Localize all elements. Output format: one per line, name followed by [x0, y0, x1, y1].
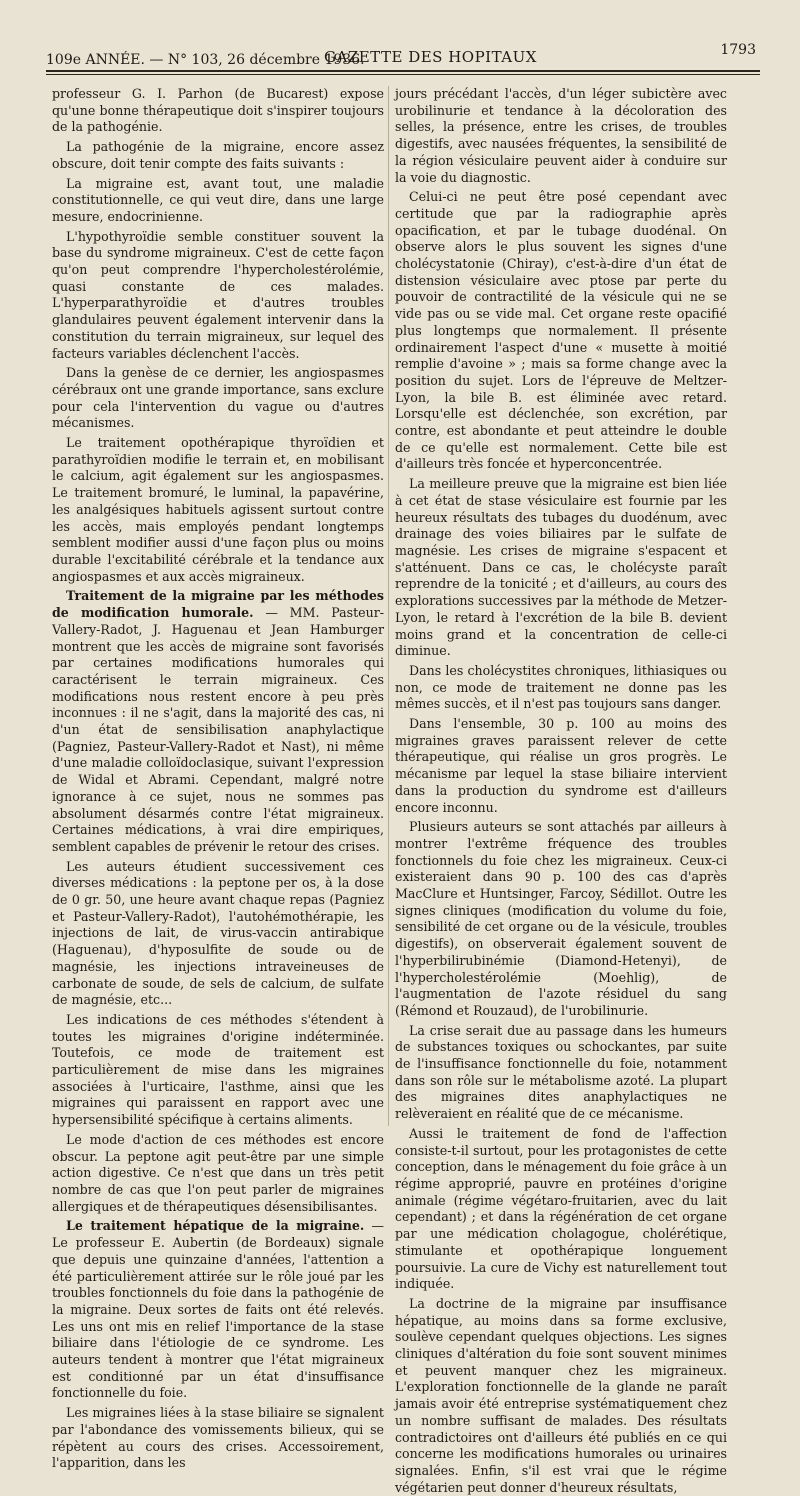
- paragraph: L'hypothyroïdie semble constituer souvent la base du syndrome migraineux. C'est de cette façon qu'on peut comprendre l'hypercholestérolémie, quasi constante de ces malades. L'hyperparathyroïdie et d'autres troubles glandulaires peuvent également intervenir dans la constitution du terrain migraineux, sur lequel des facteurs variables déclenchent l'accès.: [52, 228, 384, 361]
- paragraph: Celui-ci ne peut être posé cependant avec certitude que par la radiographie après opacification, et par le tubage duodénal. On observe alors le plus souvent les signes d'une cholécystatonie (Chiray), c'est-à-dire d'un état de distension vésiculaire avec ptose par perte du pouvoir de contractilité de la vésicule qui ne se vide pas ou se vide mal. Cet organe reste opacifié plus longtemps que normalement. Il présente ordinairement l'aspect d'une « musette à moitié remplie d'avoine » ; mais sa forme change avec la position du sujet. Lors de l'épreuve de Meltzer-Lyon, la bile B. est éliminée avec retard. Lorsqu'elle est déclenchée, son excrétion, par contre, est abondante et peut atteindre le double de ce qu'elle est normalement. Cette bile est d'ailleurs très foncée et hyperconcentrée.: [395, 189, 727, 472]
- paragraph: jours précédant l'accès, d'un léger subictère avec urobilinurie et tendance à la décoloration des selles, la présence, entre les crises, de troubles digestifs, avec nausées fréquentes, la sensibilité de la région vésiculaire peuvent aider à conduire sur la voie du diagnostic.: [395, 86, 727, 185]
- section-humoral: [52, 588, 384, 855]
- paragraph: La migraine est, avant tout, une maladie constitutionnelle, ce qui veut dire, dans une large mesure, endocrinienne.: [52, 175, 384, 224]
- paragraph: Les auteurs étudient successivement ces diverses médications : la peptone per os, à la dose de 0 gr. 50, une heure avant chaque repas (Pagniez et Pasteur-Vallery-Radot), l'autohémothérapie, les injections de lait, de virus-vaccin antirabique (Haguenau), d'hyposulfite de soude ou de magnésie, les injections intraveineuses de carbonate de soude, de sels de calcium, de sulfate de magnésie, etc...: [52, 858, 384, 1008]
- paragraph: Dans l'ensemble, 30 p. 100 au moins des migraines graves paraissent relever de cette thérapeutique, qui réalise un gros progrès. Le mécanisme par lequel la stase biliaire intervient dans la production du syndrome est d'ailleurs encore inconnu.: [395, 716, 727, 815]
- paragraph: Dans la genèse de ce dernier, les angiospasmes cérébraux ont une grande importance, sans exclure pour cela l'intervention du vague ou d'autres mécanismes.: [52, 365, 384, 431]
- left-column: [52, 86, 384, 1471]
- paragraph: Les migraines liées à la stase biliaire se signalent par l'abondance des vomissements bilieux, qui se répètent au cours des crises. Accessoirement, l'apparition, dans les: [52, 1405, 384, 1471]
- paragraph: Aussi le traitement de fond de l'affection consiste-t-il surtout, pour les protagonistes de cette conception, dans le ménagement du foie grâce à un régime approprié, pauvre en protéines d'origine animale (régime végétaro-fruitarien, avec du lait cependant) ; et dans la régénération de cet organe par une médication cholagogue, cholérétique, stimulante et opothérapique longuement poursuivie. La cure de Vichy est naturellement tout indiquée.: [395, 1125, 727, 1292]
- right-column: [395, 86, 727, 1495]
- section-title: Traitement de la migraine par les méthodes de modification humorale.: [52, 588, 384, 621]
- journal-title: GAZETTE DES HOPITAUX: [324, 48, 537, 66]
- page-number: 1793: [720, 42, 756, 58]
- paragraph: La meilleure preuve que la migraine est bien liée à cet état de stase vésiculaire est fournie par les heureux résultats des tubages du duodénum, avec drainage des voies biliaires par le sulfate de magnésie. Les crises de migraine s'espacent et s'atténuent. Dans ce cas, le cholécyste paraît reprendre de la tonicité ; et d'ailleurs, au cours des explorations successives par la méthode de Metzer-Lyon, le retard à l'excrétion de la bile B. devient moins grand et la concentration de celle-ci diminue.: [395, 476, 727, 659]
- paragraph: La pathogénie de la migraine, encore assez obscure, doit tenir compte des faits suivants :: [52, 139, 384, 171]
- section-body: — Le professeur E. Aubertin (de Bordeaux) signale que depuis une quinzaine d'années, l'attention a été particulièrement attirée sur le rôle joué par les troubles fonctionnels du foie dans la pathogénie de la migraine. Deux sortes de faits ont été relevés. Les uns ont mis en relief l'importance de la stase biliaire dans l'étiologie de ce syndrome. Les auteurs tendent à montrer que l'état migraineux est conditionné par un état d'insuffisance fonctionnelle du foie.: [52, 1218, 384, 1401]
- paragraph: Dans les cholécystites chroniques, lithiasiques ou non, ce mode de traitement ne donne pas les mêmes succès, et il n'est pas toujours sans danger.: [395, 662, 727, 712]
- paragraph: Plusieurs auteurs se sont attachés par ailleurs à montrer l'extrême fréquence des troubles fonctionnels du foie chez les migraineux. Ceux-ci existeraient dans 90 p. 100 des cas d'après MacClure et Huntsinger, Farcoy, Sédillot. Outre les signes cliniques (modification du volume du foie, sensibilité de cet organe ou de la vésicule, troubles digestifs), on observerait également souvent de l'hyperbilirubinémie (Diamond-Hetenyi), de l'hypercholestérolémie (Moehlig), de l'augmentation de l'azote résiduel du sang (Rémond et Rouzaud), de l'urobilinurie.: [395, 819, 727, 1018]
- header-rule-thin: [46, 74, 760, 75]
- issue-line: 109e ANNÉE. — N° 103, 26 décembre 1936.: [46, 52, 365, 68]
- paragraph: professeur G. I. Parhon (de Bucarest) expose qu'une bonne thérapeutique doit s'inspirer toujours de la pathogénie.: [52, 86, 384, 135]
- paragraph: Le traitement opothérapique thyroïdien et parathyroïdien modifie le terrain et, en mobilisant le calcium, agit également sur les angiospasmes. Le traitement bromuré, le luminal, la papavérine, les analgésiques habituels agissent surtout contre les accès, mais employés pendant longtemps semblent modifier aussi d'une façon plus ou moins durable l'excitabilité cérébrale et la tendance aux angiospasmes et aux accès migraineux.: [52, 435, 384, 584]
- header-rule-thick: [46, 70, 760, 72]
- paragraph: Le mode d'action de ces méthodes est encore obscur. La peptone agit peut-être par une simple action digestive. Ce n'est que dans un très petit nombre de cas que l'on peut parler de migraines allergiques et de thérapeutiques désensibilisantes.: [52, 1131, 384, 1214]
- column-divider: [388, 86, 389, 1126]
- section-body: — MM. Pasteur-Vallery-Radot, J. Haguenau et Jean Hamburger montrent que les accès de migraine sont favorisés par certaines modifications humorales qui caractérisent le terrain migraineux. Ces modifications nous restent encore à peu près inconnues : il ne s'agit, dans la majorité des cas, ni d'un état de sensibilisation anaphylactique (Pagniez, Pasteur-Vallery-Radot et Nast), ni même d'une maladie colloïdoclasique, suivant l'expression de Widal et Abrami. Cependant, malgré notre ignorance à ce sujet, nous ne sommes pas absolument désarmés contre l'état migraineux. Certaines médications, à vrai dire empiriques, semblent capables de prévenir le retour des crises.: [52, 605, 384, 854]
- page-header: [46, 42, 760, 68]
- paragraph: La doctrine de la migraine par insuffisance hépatique, au moins dans sa forme exclusive, soulève cependant quelques objections. Les signes cliniques d'altération du foie sont souvent minimes et peuvent manquer chez les migraineux. L'exploration fonctionnelle de la glande ne paraît jamais avoir été entreprise systématiquement chez un nombre suffisant de malades. Des résultats contradictoires ont d'ailleurs été publiés en ce qui concerne les modifications humorales ou urinaires signalées. Enfin, s'il est vrai que le régime végétarien peut donner d'heureux résultats,: [395, 1295, 727, 1495]
- paragraph: La crise serait due au passage dans les humeurs de substances toxiques ou schockantes, par suite de l'insuffisance fonctionnelle du foie, notamment dans son rôle sur le métabolisme azoté. La plupart des migraines dites anaphylactiques ne relèveraient en réalité que de ce mécanisme.: [395, 1022, 727, 1122]
- section-title: Le traitement hépatique de la migraine.: [66, 1218, 365, 1234]
- paragraph: Les indications de ces méthodes s'étendent à toutes les migraines d'origine indéterminée. Toutefois, ce mode de traitement est particulièrement de mise dans les migraines associées à l'urticaire, l'asthme, ainsi que les migraines qui paraissent en rapport avec une hypersensibilité spécifique à certains aliments.: [52, 1011, 384, 1128]
- section-hepatic: [52, 1218, 384, 1402]
